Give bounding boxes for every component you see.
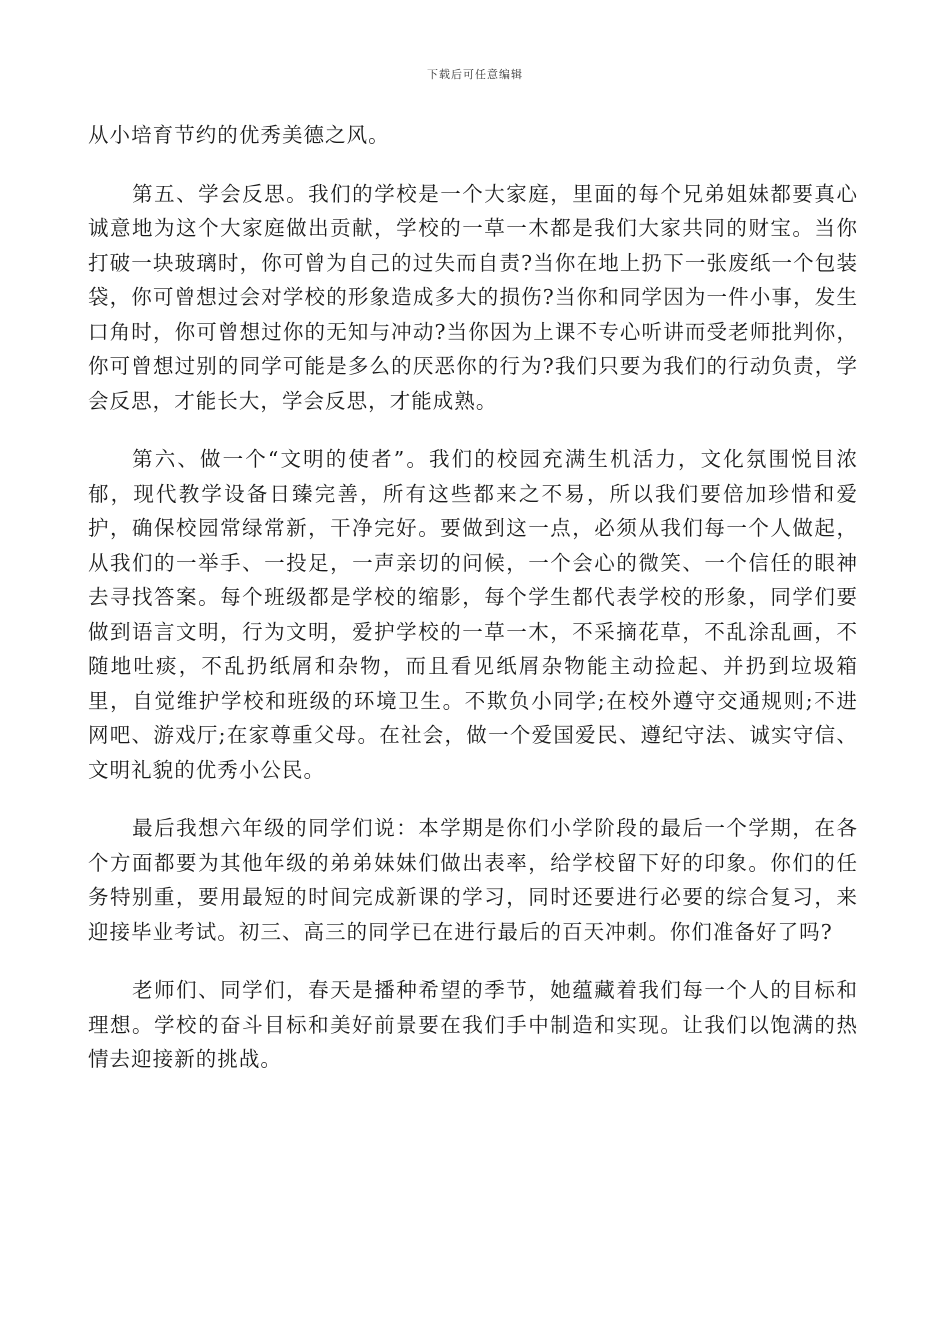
- paragraph-closing: 老师们、同学们，春天是播种希望的季节，她蕴藏着我们每一个人的目标和理想。学校的奋斗目标和美好前景要在我们手中制造和实现。让我们以饱满的热情去迎接新的挑战。: [88, 978, 858, 1071]
- paragraph-reflection: 第五、学会反思。我们的学校是一个大家庭，里面的每个兄弟姐妹都要真心诚意地为这个大家庭做出贡献，学校的一草一木都是我们大家共同的财宝。当你打破一块玻璃时，你可曾为自己的过失而自责?当你在地上扔下一张废纸一个包装袋，你可曾想过会对学校的形象造成多大的损伤?当你和同学因为一件小事，发生口角时，你可曾想过你的无知与冲动?当你因为上课不专心听讲而受老师批判你，你可曾想过别的同学可能是多么的厌恶你的行为?我们只要为我们的行动负责，学会反思，才能长大，学会反思，才能成熟。: [88, 181, 858, 413]
- document-body: [88, 118, 858, 1101]
- paragraph-sixth-grade: 最后我想六年级的同学们说：本学期是你们小学阶段的最后一个学期，在各个方面都要为其他年级的弟弟妹妹们做出表率，给学校留下好的印象。你们的任务特别重，要用最短的时间完成新课的学习，同时还要进行必要的综合复习，来迎接毕业考试。初三、高三的同学已在进行最后的百天冲刺。你们准备好了吗?: [88, 816, 858, 944]
- page-header-note: 下载后可任意编辑: [427, 68, 523, 81]
- paragraph-civility-messenger: 第六、做一个“文明的使者”。我们的校园充满生机活力，文化氛围悦目浓郁，现代教学设备日臻完善，所有这些都来之不易，所以我们要倍加珍惜和爱护，确保校园常绿常新，干净完好。要做到这一点，必须从我们每一个人做起，从我们的一举手、一投足，一声亲切的问候，一个会心的微笑、一个信任的眼神去寻找答案。每个班级都是学校的缩影，每个学生都代表学校的形象，同学们要做到语言文明，行为文明，爱护学校的一草一木，不采摘花草，不乱涂乱画，不随地吐痰，不乱扔纸屑和杂物，而且看见纸屑杂物能主动捡起、并扔到垃圾箱里，自觉维护学校和班级的环境卫生。不欺负小同学;在校外遵守交通规则;不进网吧、游戏厅;在家尊重父母。在社会，做一个爱国爱民、遵纪守法、诚实守信、文明礼貌的优秀小公民。: [88, 447, 858, 782]
- paragraph-continuation: 从小培育节约的优秀美德之风。: [88, 123, 390, 147]
